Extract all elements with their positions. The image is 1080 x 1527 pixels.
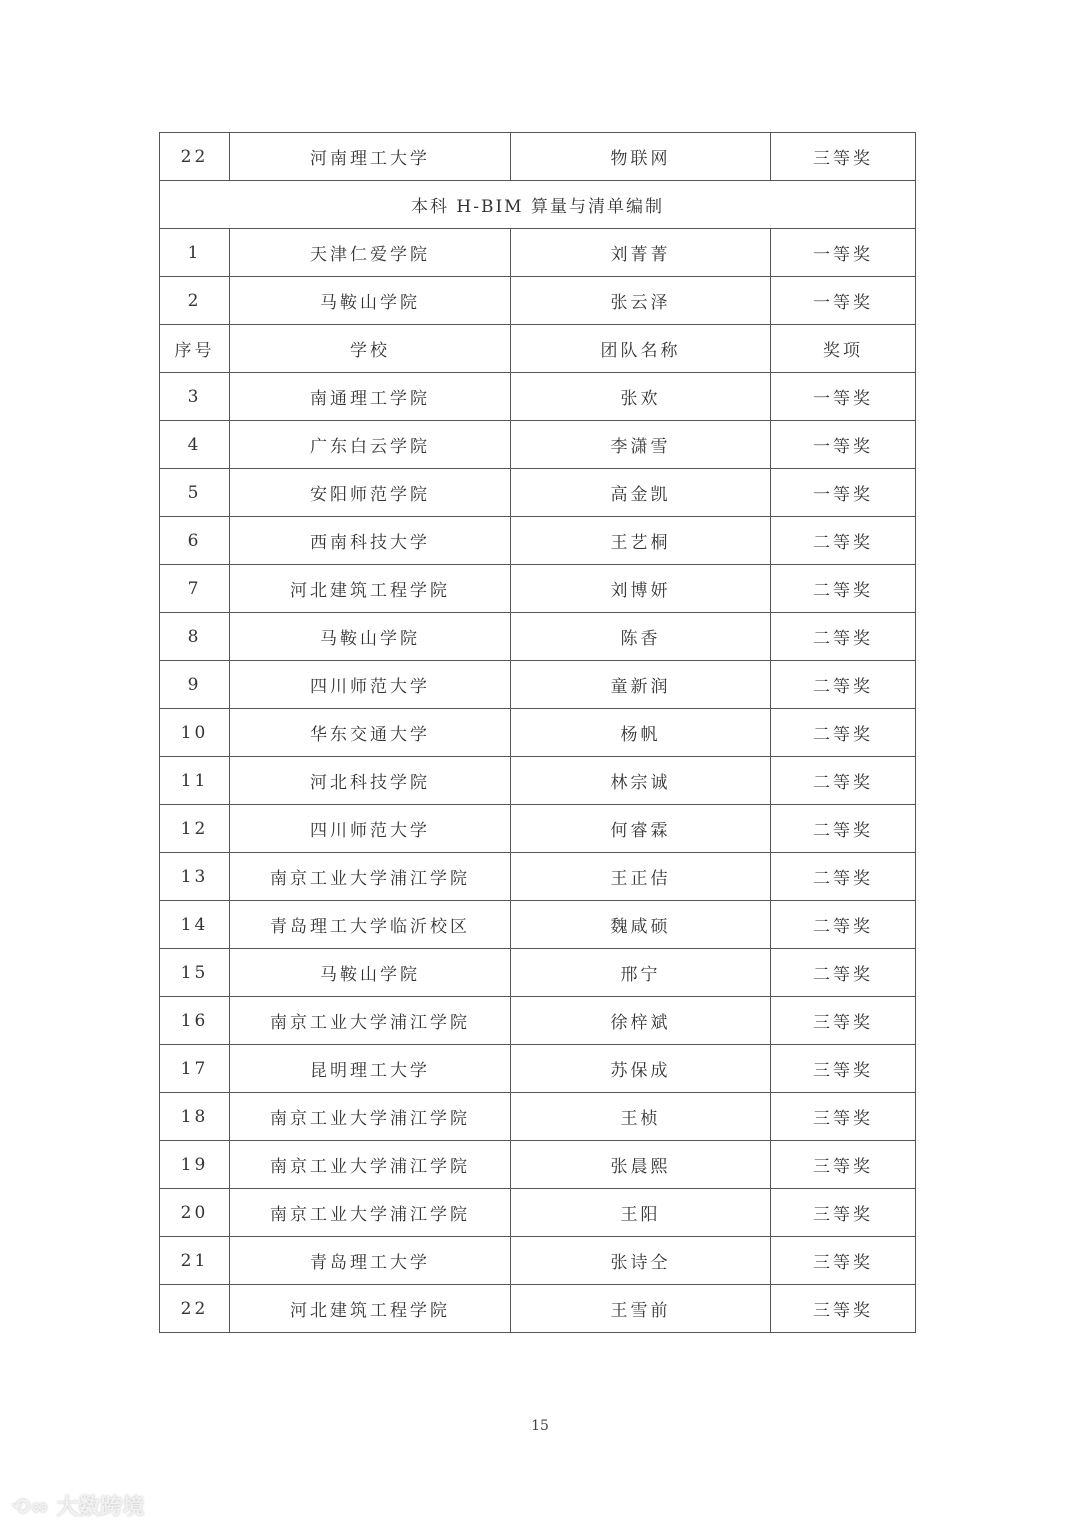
cell-school: 天津仁爱学院 [230, 229, 511, 277]
cell-award: 一等奖 [771, 277, 916, 325]
cell-team: 李潇雪 [511, 421, 771, 469]
cell-school: 南京工业大学浦江学院 [230, 853, 511, 901]
cell-no: 14 [160, 901, 230, 949]
cell-team: 苏保成 [511, 1045, 771, 1093]
cell-no: 12 [160, 805, 230, 853]
cell-no: 10 [160, 709, 230, 757]
cell-award: 一等奖 [771, 229, 916, 277]
cell-school: 南京工业大学浦江学院 [230, 1189, 511, 1237]
table-row [160, 277, 916, 325]
cell-no: 19 [160, 1141, 230, 1189]
table-row [160, 1237, 916, 1285]
cell-no: 序号 [160, 325, 230, 373]
table-row [160, 853, 916, 901]
cell-team: 徐梓斌 [511, 997, 771, 1045]
cell-school: 华东交通大学 [230, 709, 511, 757]
cell-no: 16 [160, 997, 230, 1045]
cell-team: 王正佶 [511, 853, 771, 901]
cell-award: 二等奖 [771, 949, 916, 997]
watermark-logo: ⟲∞ 大数跨境 [12, 1495, 145, 1520]
cell-award: 二等奖 [771, 613, 916, 661]
table-row [160, 613, 916, 661]
awards-table [159, 132, 916, 1333]
cell-team: 张云泽 [511, 277, 771, 325]
cell-award: 一等奖 [771, 373, 916, 421]
cell-school: 马鞍山学院 [230, 277, 511, 325]
cell-no: 20 [160, 1189, 230, 1237]
cell-no: 17 [160, 1045, 230, 1093]
cell-no: 4 [160, 421, 230, 469]
table-row [160, 1045, 916, 1093]
cell-team: 魏咸硕 [511, 901, 771, 949]
cell-no: 2 [160, 277, 230, 325]
cell-no: 21 [160, 1237, 230, 1285]
cell-award: 三等奖 [771, 1237, 916, 1285]
cell-no: 9 [160, 661, 230, 709]
table-row [160, 901, 916, 949]
table-row [160, 229, 916, 277]
cell-school: 安阳师范学院 [230, 469, 511, 517]
cell-no: 15 [160, 949, 230, 997]
cell-school: 河北建筑工程学院 [230, 1285, 511, 1333]
cell-no: 3 [160, 373, 230, 421]
table-row [160, 565, 916, 613]
cell-school: 南京工业大学浦江学院 [230, 1093, 511, 1141]
cell-team: 团队名称 [511, 325, 771, 373]
cell-award: 三等奖 [771, 1141, 916, 1189]
cell-school: 马鞍山学院 [230, 613, 511, 661]
cell-no: 22 [160, 133, 230, 181]
cell-award: 奖项 [771, 325, 916, 373]
cell-no: 5 [160, 469, 230, 517]
table-row [160, 373, 916, 421]
table-row [160, 805, 916, 853]
cell-school: 青岛理工大学 [230, 1237, 511, 1285]
cell-team: 刘博妍 [511, 565, 771, 613]
cell-award: 三等奖 [771, 1285, 916, 1333]
cell-award: 一等奖 [771, 421, 916, 469]
cell-school: 学校 [230, 325, 511, 373]
cell-team: 王桢 [511, 1093, 771, 1141]
cell-award: 二等奖 [771, 661, 916, 709]
cell-award: 二等奖 [771, 709, 916, 757]
cell-school: 西南科技大学 [230, 517, 511, 565]
cell-team: 王雪前 [511, 1285, 771, 1333]
cell-no: 22 [160, 1285, 230, 1333]
cell-award: 二等奖 [771, 853, 916, 901]
table-row [160, 421, 916, 469]
cell-school: 南京工业大学浦江学院 [230, 997, 511, 1045]
cell-award: 二等奖 [771, 805, 916, 853]
cell-team: 张欢 [511, 373, 771, 421]
cell-team: 陈香 [511, 613, 771, 661]
section-row [160, 181, 916, 229]
table-row [160, 1093, 916, 1141]
cell-award: 三等奖 [771, 133, 916, 181]
cell-award: 一等奖 [771, 469, 916, 517]
cell-award: 二等奖 [771, 757, 916, 805]
table-row [160, 997, 916, 1045]
cell-school: 昆明理工大学 [230, 1045, 511, 1093]
cell-award: 三等奖 [771, 1189, 916, 1237]
table-row [160, 469, 916, 517]
cell-school: 河北建筑工程学院 [230, 565, 511, 613]
table-row [160, 1285, 916, 1333]
cell-school: 广东白云学院 [230, 421, 511, 469]
cell-school: 南通理工学院 [230, 373, 511, 421]
cell-no: 7 [160, 565, 230, 613]
cell-team: 物联网 [511, 133, 771, 181]
cell-no: 18 [160, 1093, 230, 1141]
table-row [160, 133, 916, 181]
table-row [160, 949, 916, 997]
cell-award: 三等奖 [771, 997, 916, 1045]
cell-award: 三等奖 [771, 1093, 916, 1141]
cell-award: 二等奖 [771, 565, 916, 613]
cell-award: 二等奖 [771, 517, 916, 565]
cell-no: 11 [160, 757, 230, 805]
section-title: 本科 H-BIM 算量与清单编制 [160, 181, 916, 229]
table-row [160, 661, 916, 709]
cell-school: 南京工业大学浦江学院 [230, 1141, 511, 1189]
cell-no: 6 [160, 517, 230, 565]
cell-team: 高金凯 [511, 469, 771, 517]
cell-no: 8 [160, 613, 230, 661]
cell-team: 刘菁菁 [511, 229, 771, 277]
cell-team: 王阳 [511, 1189, 771, 1237]
page-number: 15 [531, 1418, 549, 1434]
cell-no: 1 [160, 229, 230, 277]
table-row [160, 757, 916, 805]
cell-school: 河北科技学院 [230, 757, 511, 805]
cell-team: 杨帆 [511, 709, 771, 757]
cell-award: 二等奖 [771, 901, 916, 949]
table-row [160, 1189, 916, 1237]
cell-school: 四川师范大学 [230, 661, 511, 709]
cell-school: 河南理工大学 [230, 133, 511, 181]
cell-school: 马鞍山学院 [230, 949, 511, 997]
cell-team: 林宗诚 [511, 757, 771, 805]
table-row [160, 1141, 916, 1189]
header-row [160, 325, 916, 373]
table-row [160, 517, 916, 565]
table-row [160, 709, 916, 757]
cell-school: 青岛理工大学临沂校区 [230, 901, 511, 949]
cell-school: 四川师范大学 [230, 805, 511, 853]
cell-team: 张诗仝 [511, 1237, 771, 1285]
cell-no: 13 [160, 853, 230, 901]
cell-team: 何睿霖 [511, 805, 771, 853]
cell-team: 邢宁 [511, 949, 771, 997]
cell-team: 张晨熙 [511, 1141, 771, 1189]
cell-team: 王艺桐 [511, 517, 771, 565]
cell-award: 三等奖 [771, 1045, 916, 1093]
cell-team: 童新润 [511, 661, 771, 709]
